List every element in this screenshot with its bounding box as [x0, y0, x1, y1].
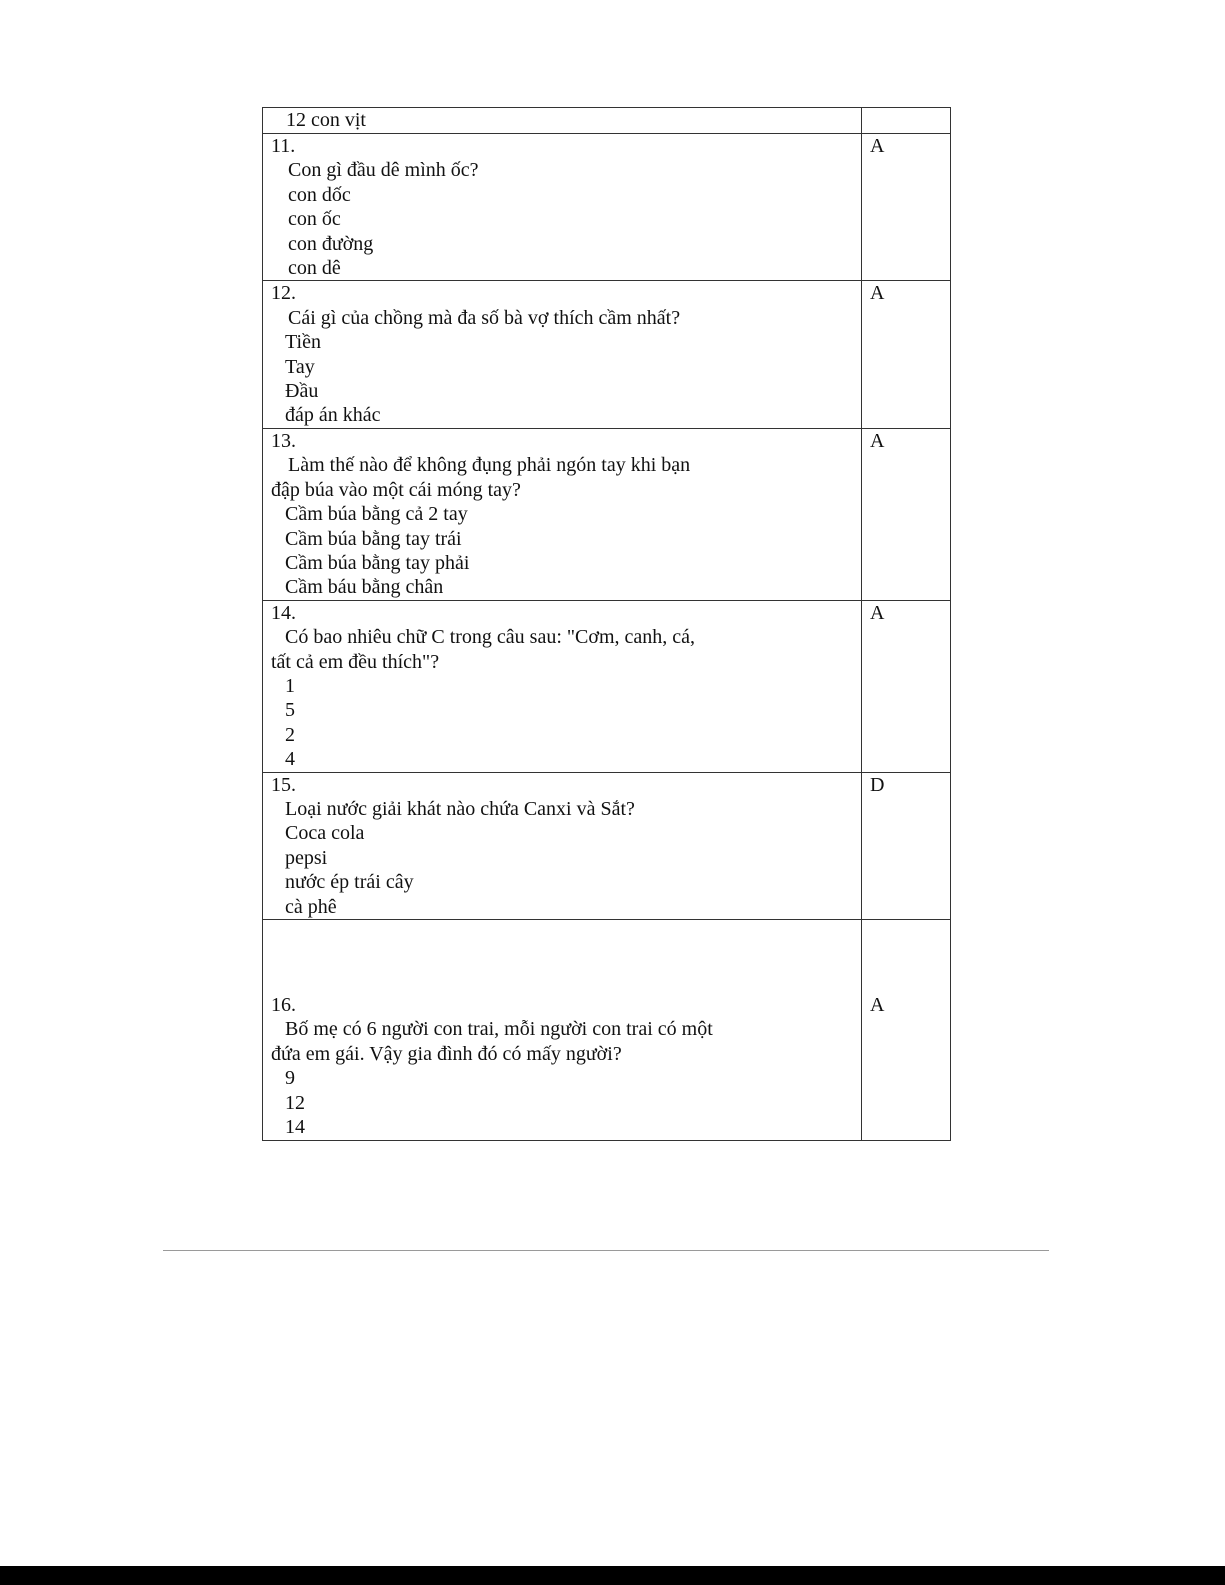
- question-text: Cái gì của chồng mà đa số bà vợ thích cầm nhất?: [288, 306, 681, 329]
- question-text-line-2: đứa em gái. Vậy gia đình đó có mấy người?: [271, 1042, 622, 1065]
- table-row: [263, 108, 951, 134]
- question-number: 12.: [271, 282, 296, 305]
- option-a: Coca cola: [285, 822, 365, 845]
- table-row: [263, 134, 951, 281]
- option-d: Cầm báu bằng chân: [285, 576, 444, 599]
- blank-space: [271, 920, 861, 993]
- option-c: Đầu: [285, 380, 319, 403]
- option-b: pepsi: [285, 846, 328, 869]
- question-text-line-1: Bố mẹ có 6 người con trai, mỗi người con trai có một: [285, 1018, 713, 1041]
- question-text-line-1: Làm thế nào để không đụng phải ngón tay khi bạn: [288, 454, 691, 477]
- question-text-line-2: đập búa vào một cái móng tay?: [271, 478, 521, 501]
- option-d: cà phê: [285, 895, 337, 918]
- question-cell: [263, 428, 862, 600]
- table-row: [263, 600, 951, 772]
- option-c: 14: [285, 1116, 305, 1139]
- table-row: [263, 920, 951, 1141]
- option-a: con dốc: [288, 183, 351, 206]
- option-a: Cầm búa bằng cả 2 tay: [285, 503, 468, 526]
- answer-cell: D: [862, 772, 951, 919]
- blank-space: [870, 920, 950, 993]
- question-cell: [263, 281, 862, 428]
- option-c: con đường: [288, 232, 374, 255]
- table-row: [263, 428, 951, 600]
- question-cell: [263, 772, 862, 919]
- question-text-line-1: Có bao nhiêu chữ C trong câu sau: "Cơm, canh, cá,: [285, 626, 696, 649]
- option-b: 5: [285, 699, 295, 722]
- table-row: [263, 281, 951, 428]
- answer-cell: A: [862, 428, 951, 600]
- question-number: 16.: [271, 994, 296, 1016]
- question-cell: [263, 600, 862, 772]
- answer-cell: A: [862, 281, 951, 428]
- answer-cell: [862, 108, 951, 134]
- question-cell: [263, 134, 862, 281]
- question-number: 11.: [271, 135, 296, 157]
- option-b: Cầm búa bằng tay trái: [285, 527, 462, 550]
- quiz-table: [262, 107, 951, 1141]
- question-text: Con gì đầu dê mình ốc?: [288, 159, 479, 182]
- question-cell: [263, 108, 862, 134]
- question-cell: [263, 920, 862, 1141]
- option-c: 2: [285, 723, 295, 746]
- option-a: Tiền: [285, 331, 321, 354]
- question-number: 14.: [271, 601, 296, 624]
- bottom-bar: [0, 1566, 1225, 1585]
- option-b: Tay: [285, 355, 315, 378]
- question-number: 13.: [271, 429, 296, 452]
- option-b: 12: [285, 1091, 305, 1114]
- option-a: 9: [285, 1067, 295, 1090]
- answer-cell: [862, 920, 951, 1141]
- option-c: Cầm búa bằng tay phải: [285, 551, 470, 574]
- table-row: [263, 772, 951, 919]
- option-a: 1: [285, 674, 295, 697]
- question-text: Loại nước giải khát nào chứa Canxi và Sắt?: [285, 797, 635, 820]
- question-number: 15.: [271, 773, 296, 796]
- question-text-line-2: tất cả em đều thích"?: [271, 650, 440, 673]
- answer-text-line: 12 con vịt: [286, 109, 366, 131]
- option-c: nước ép trái cây: [285, 871, 414, 894]
- answer-letter: A: [870, 994, 885, 1016]
- option-d: con dê: [288, 257, 341, 280]
- answer-cell: A: [862, 600, 951, 772]
- option-b: con ốc: [288, 208, 341, 231]
- option-d: đáp án khác: [285, 404, 381, 427]
- answer-cell: A: [862, 134, 951, 281]
- page-divider: [163, 1250, 1049, 1251]
- option-d: 4: [285, 748, 295, 771]
